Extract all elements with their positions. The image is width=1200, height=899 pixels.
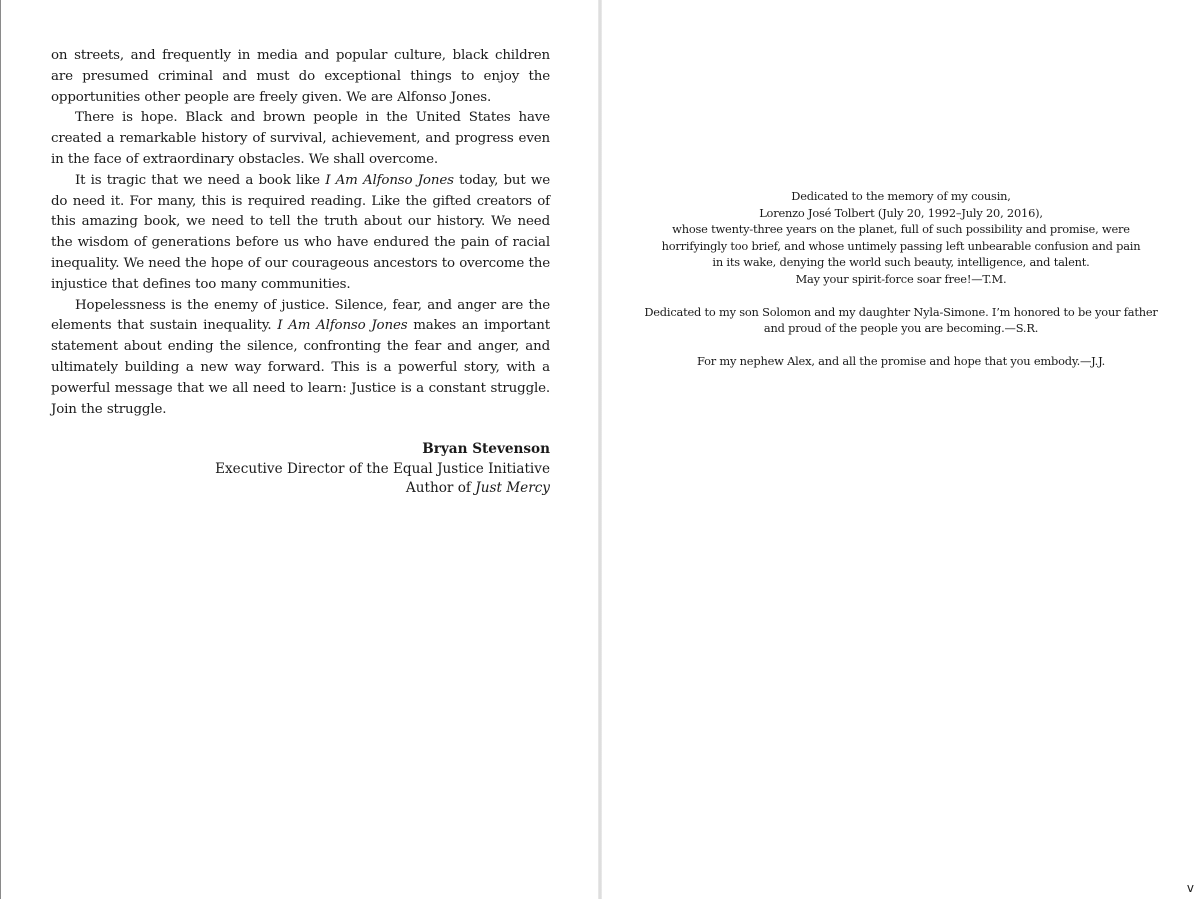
signature-title: Executive Director of the Equal Justice Initiative (215, 460, 550, 477)
right-page (602, 0, 1200, 899)
foreword-paragraph (51, 171, 550, 296)
paragraph-text: Hopelessness is the enemy of justice. Silence, fear, and anger are the elements that sustain inequality. (51, 297, 550, 334)
left-page (0, 0, 598, 899)
dedication-line: and proud of the people you are becoming.—S.R. (763, 321, 1039, 336)
signature-book-title: Just Mercy (475, 480, 550, 497)
dedication-line: Dedicated to the memory of my cousin, (791, 189, 1011, 203)
signature-author-prefix: Author of (405, 480, 476, 497)
dedication-line: For my nephew Alex, and all the promise and hope that you embody.—J.J. (697, 353, 1105, 368)
dedication-line: Dedicated to my son Solomon and my daughter Nyla-Simone. I’m honored to be your father (644, 304, 1158, 319)
book-title-text: I Am Alfonso Jones (325, 172, 454, 188)
signature-name: Bryan Stevenson (422, 441, 550, 457)
chevron-down-icon[interactable]: v (1186, 881, 1194, 895)
foreword-paragraph (51, 296, 550, 421)
paragraph-text: on streets, and frequently in media and popular culture, black children are presumed criminal and must do exceptional things to enjoy the opportunities other people are freely given. We are Alfonso Jones. (51, 48, 550, 105)
dedication-block (602, 188, 1200, 288)
dedication-line: whose twenty-three years on the planet, full of such possibility and promise, were (672, 222, 1130, 237)
foreword-paragraph (51, 46, 550, 108)
dedication-block (602, 304, 1200, 337)
foreword-paragraph (51, 108, 550, 170)
signature-book-credit (51, 479, 550, 499)
dedication-block (602, 353, 1200, 370)
book-title-text: I Am Alfonso Jones (277, 318, 408, 334)
dedication-line: May your spirit-force soar free!—T.M. (795, 271, 1007, 286)
dedication-line: in its wake, denying the world such beauty, intelligence, and talent. (712, 255, 1090, 270)
foreword-text (51, 46, 550, 420)
dedication-line: horrifyingly too brief, and whose untimely passing left unbearable confusion and pain (661, 238, 1141, 253)
paragraph-text: There is hope. Black and brown people in the United States have created a remarkable history of survival, achievement, and progress even in the face of extraordinary obstacles. We shall overcome. (51, 110, 550, 167)
paragraph-text: makes an important statement about ending the silence, confronting the fear and anger, and ultimately building a new way forward. This is a powerful story, with a powerful message that we all need to learn: Justice is a constant struggle. Join the struggle. (51, 318, 550, 417)
dedications (602, 188, 1200, 369)
paragraph-text: It is tragic that we need a book like (75, 172, 326, 188)
paragraph-text: today, but we do need it. For many, this is required reading. Like the gifted creators of this amazing book, we need to tell the truth about our history. We need the wisdom of generations before us who have endured the pain of racial inequality. We need the hope of our courageous ancestors to overcome the injustice that defines too many communities. (51, 172, 550, 292)
foreword-signature (51, 440, 550, 499)
dedication-line: Lorenzo José Tolbert (July 20, 1992–July 20, 2016), (759, 205, 1043, 220)
